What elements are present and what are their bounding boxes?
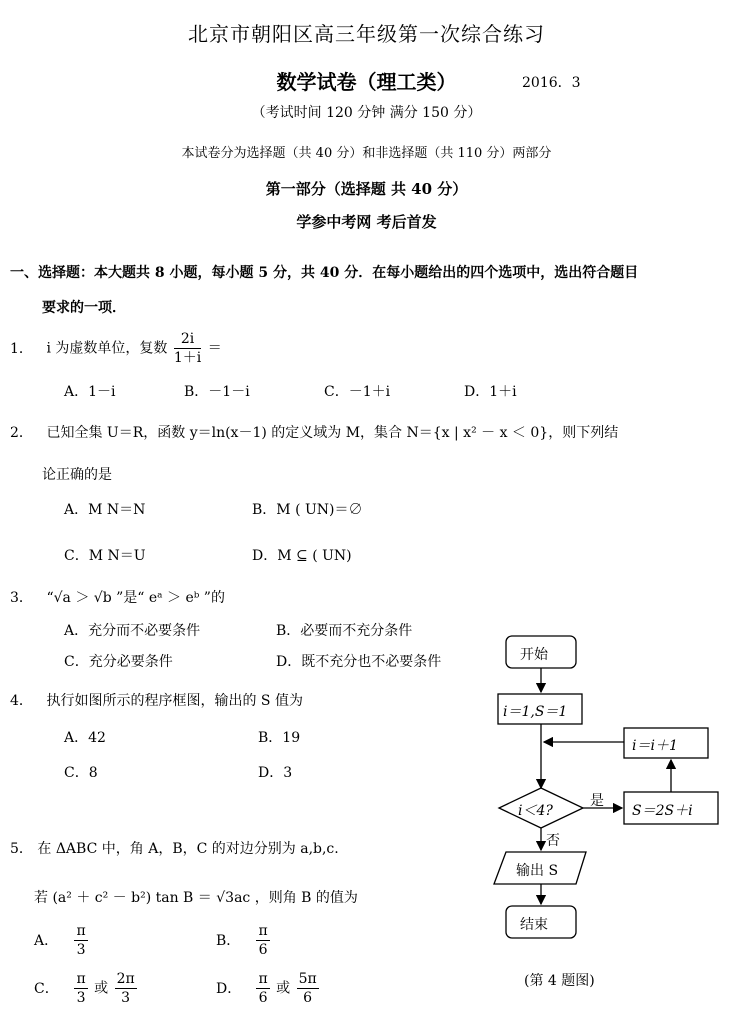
q3-text: “√a ＞ √b ”是“ eᵃ ＞ eᵇ ”的 [46, 590, 225, 606]
q5-option-b [216, 922, 272, 959]
subject-title [0, 66, 733, 95]
q3-option-d: D．既不充分也不必要条件 [276, 654, 442, 670]
q1-option-b: B．－1－i [184, 384, 250, 400]
q2-number: 2． [10, 425, 33, 441]
part-heading: 第一部分（选择题 共 40 分） [265, 180, 468, 198]
q5-option-a [34, 922, 90, 959]
section-heading-line1: 一、选择题：本大题共 8 小题，每小题 5 分，共 40 分．在每小题给出的四个选项中，选出符合题目 [10, 265, 639, 281]
q2-text: 已知全集 U＝R，函数 y＝ln(x－1) 的定义域为 M，集合 N＝{x | x² － x ＜ 0}，则下列结 [46, 425, 619, 441]
q2-option-c: C．M N＝U [64, 548, 146, 564]
q5-option-d [216, 970, 321, 1007]
q5-option-c [34, 970, 139, 1007]
question-5 [10, 838, 339, 858]
q5-number: 5． [10, 841, 33, 857]
flow-no-label: 否 [546, 833, 560, 849]
q1-option-c: C．－1＋i [324, 384, 391, 400]
q5-c-frac1 [74, 970, 87, 1007]
q1-option-a: A．1－i [64, 384, 116, 400]
q2-option-b: B．M ( UN)＝∅ [252, 502, 363, 518]
flowchart-shapes [486, 628, 726, 958]
source-line: 学参中考网 考后首发 [296, 213, 437, 231]
q4-option-d: D．3 [258, 765, 293, 781]
q2-option-a: A．M N＝N [64, 502, 146, 518]
q5-a-frac [74, 922, 87, 959]
q5-text-continued: 若 (a² ＋ c² － b²) tan B ＝ √3ac ，则角 B 的值为 [34, 890, 358, 906]
q3-option-a: A．充分而不必要条件 [64, 623, 201, 639]
flow-start-label: 开始 [520, 647, 548, 663]
q5-c-num2: 2π [116, 971, 135, 987]
question-4 [10, 690, 303, 710]
q4-text: 执行如图所示的程序框图，输出的 S 值为 [46, 693, 303, 709]
flow-init-label: i＝1,S＝1 [503, 704, 568, 720]
q5-d-or: 或 [276, 980, 291, 997]
q3-option-b: B．必要而不充分条件 [276, 623, 413, 639]
q5-b-num: π [258, 923, 268, 939]
q5-c-den1: 3 [76, 990, 86, 1006]
q2-option-d: D．M ⊆ ( UN) [252, 548, 352, 564]
flow-output-label: 输出 S [516, 863, 559, 879]
paper-note: 本试卷分为选择题（共 40 分）和非选择题（共 110 分）两部分 [181, 146, 552, 161]
q5-c-or: 或 [94, 980, 109, 997]
q5-b-den: 6 [258, 942, 268, 958]
q1-frac-num: 2i [174, 330, 201, 349]
question-1 [10, 330, 222, 367]
q4-number: 4． [10, 693, 33, 709]
q1-tail: ＝ [207, 340, 222, 357]
q5-c-frac2 [115, 970, 137, 1007]
q5-d-frac2 [297, 970, 319, 1007]
q5-c-label: C． [34, 980, 59, 997]
q1-fraction [174, 330, 201, 367]
question-3 [10, 587, 225, 607]
q2-text-continued: 论正确的是 [42, 467, 112, 483]
flow-condition-label: i＜4? [518, 803, 553, 819]
exam-date: 2016．3 [522, 75, 581, 91]
q5-a-label: A． [34, 932, 59, 949]
q5-d-den1: 6 [258, 990, 268, 1006]
q5-d-den2: 6 [303, 990, 313, 1006]
subject-name: 数学试卷（理工类） [276, 70, 457, 94]
flowchart [486, 628, 726, 958]
q5-a-den: 3 [76, 942, 86, 958]
q5-c-den2: 3 [121, 990, 131, 1006]
q5-d-label: D． [216, 980, 242, 997]
flow-yes-label: 是 [590, 793, 604, 809]
flow-increment-label: i＝i＋1 [632, 738, 678, 754]
figure-caption: (第 4 题图) [524, 973, 595, 989]
flow-update-label: S＝2S＋i [632, 803, 693, 819]
question-2 [10, 422, 618, 442]
q5-d-frac1 [256, 970, 269, 1007]
q5-text: 在 ΔABC 中，角 A，B，C 的对边分别为 a,b,c. [37, 841, 339, 857]
section-heading-line2: 要求的一项． [42, 300, 126, 316]
q4-option-c: C．8 [64, 765, 98, 781]
time-info: （考试时间 120 分钟 满分 150 分） [251, 105, 482, 121]
q3-option-c: C．充分必要条件 [64, 654, 173, 670]
q5-b-label: B． [216, 932, 241, 949]
q5-b-frac [256, 922, 269, 959]
flow-end-label: 结束 [520, 917, 548, 933]
q5-d-num2: 5π [298, 971, 317, 987]
q5-a-num: π [76, 923, 86, 939]
q4-option-b: B．19 [258, 730, 301, 746]
q3-number: 3． [10, 590, 33, 606]
q4-option-a: A．42 [64, 730, 106, 746]
q5-d-num1: π [258, 971, 268, 987]
q1-frac-den: 1＋i [173, 350, 202, 366]
q1-text: i 为虚数单位，复数 [46, 340, 168, 357]
exam-title: 北京市朝阳区高三年级第一次综合练习 [188, 22, 545, 46]
q5-c-num1: π [76, 971, 86, 987]
q1-option-d: D．1＋i [464, 384, 517, 400]
q1-number: 1． [10, 340, 33, 357]
